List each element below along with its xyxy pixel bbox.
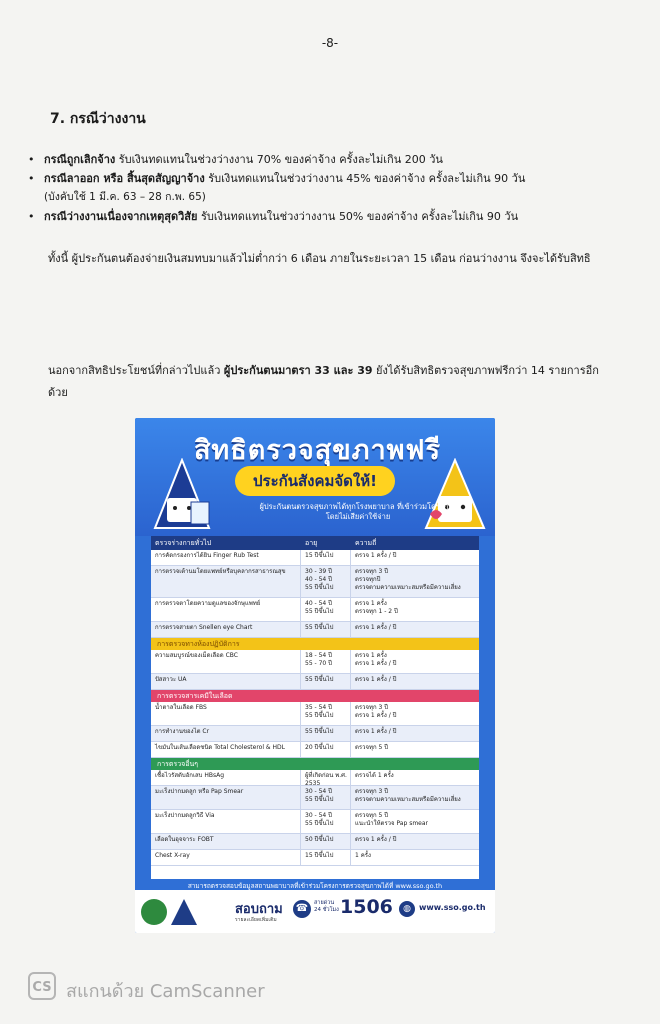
table-cell-freq: ตรวจ 1 ครั้ง / ปี — [355, 836, 397, 843]
bullet-dot-icon: • — [28, 153, 35, 166]
intro-bold: ผู้ประกันตนมาตรา 33 และ 39 — [223, 364, 373, 377]
bullet-lead: กรณีลาออก หรือ สิ้นสุดสัญญาจ้าง — [44, 172, 205, 185]
camscanner-watermark: สแกนด้วย CamScanner — [66, 981, 265, 1002]
table-cell-item: การทำงานของไต Cr — [151, 726, 301, 741]
table-cell-freq: ตรวจทุก 5 ปี — [355, 744, 389, 751]
header-age: อายุ — [305, 539, 318, 547]
table-row — [151, 550, 479, 566]
table-cell-item: น้ำตาลในเลือด FBS — [151, 702, 301, 725]
table-cell-item: การตรวจเต้านมโดยแพทย์หรือบุคลากรสาธารณสุข — [151, 566, 301, 597]
table-row — [151, 850, 479, 866]
table-cell-age: ผู้ที่เกิดก่อน พ.ศ. 2535 — [301, 770, 351, 785]
table-cell-item: Chest X-ray — [151, 850, 301, 865]
health-check-poster — [135, 418, 495, 933]
poster-title: สิทธิตรวจสุขภาพฟรี — [193, 435, 442, 466]
camscanner-logo: CS — [28, 972, 56, 1000]
table-cell-age: 15 ปีขึ้นไป — [301, 550, 351, 565]
table-cell-freq: ตรวจ 1 ครั้ง / ปี — [355, 728, 397, 735]
table-row — [151, 598, 479, 622]
bullet-text: รับเงินทดแทนในช่วงว่างงาน 50% ของค่าจ้าง ครั้งละไม่เกิน 90 วัน — [197, 210, 519, 223]
intro-pre: นอกจากสิทธิประโยชน์ที่กล่าวไปแล้ว — [48, 364, 224, 377]
table-cell-freq: ตรวจได้ 1 ครั้ง — [355, 772, 394, 779]
table-header — [151, 536, 479, 550]
eligibility-note: ทั้งนี้ ผู้ประกันตนต้องจ่ายเงินสมทบมาแล้วไม่ต่ำกว่า 6 เดือน ภายในระยะเวลา 15 เดือน ก่อนว่างงาน จึงจะได้รับสิทธิ — [48, 252, 591, 265]
hotline-number: 1506 — [340, 896, 393, 918]
table-cell-freq: ตรวจ 1 ครั้ง / ปี — [355, 676, 397, 683]
table-cell-age: 55 ปีขึ้นไป — [301, 726, 351, 741]
bullet-dot-icon: • — [28, 210, 35, 223]
table-category: การตรวจอื่นๆ — [151, 758, 479, 770]
header-item: ตรวจร่างกายทั่วไป — [155, 539, 212, 547]
sso-logo-icon — [171, 899, 197, 925]
table-cell-age: 15 ปีขึ้นไป — [301, 850, 351, 865]
table-category: การตรวจสารเคมีในเลือด — [151, 690, 479, 702]
table-row — [151, 810, 479, 834]
sso-seal-icon — [141, 899, 167, 925]
table-row — [151, 834, 479, 850]
table-cell-freq: ตรวจ 1 ครั้ง ตรวจ 1 ครั้ง / ปี — [355, 652, 397, 667]
contact-sub: รายละเอียดเพิ่มเติม — [235, 917, 277, 923]
table-cell-age: 50 ปีขึ้นไป — [301, 834, 351, 849]
table-cell-item: การคัดกรองการได้ยิน Finger Rub Test — [151, 550, 301, 565]
table-cell-item: เชื้อไวรัสตับอักเสบ HBsAg — [151, 770, 301, 785]
poster-footer — [135, 890, 495, 933]
table-cell-freq: 1 ครั้ง — [355, 852, 371, 859]
hotline-label: สายด่วน 24 ชั่วโมง — [314, 900, 339, 913]
table-cell-freq: ตรวจทุก 3 ปี ตรวจ 1 ครั้ง / ปี — [355, 704, 397, 719]
table-cell-freq: ตรวจ 1 ครั้ง / ปี — [355, 624, 397, 631]
table-body — [151, 550, 479, 866]
table-cell-item: เลือดในอุจจาระ FOBT — [151, 834, 301, 849]
table-cell-freq: ตรวจ 1 ครั้ง ตรวจทุก 1 - 2 ปี — [355, 600, 398, 615]
bullet-text: รับเงินทดแทนในช่วงว่างงาน 45% ของค่าจ้าง ครั้งละไม่เกิน 90 วัน — [204, 172, 526, 185]
table-cell-item: การตรวจสายตา Snellen eye Chart — [151, 622, 301, 637]
table-row — [151, 650, 479, 674]
table-row — [151, 770, 479, 786]
table-row — [151, 726, 479, 742]
poster-subtitle: ประกันสังคมจัดให้! — [235, 466, 395, 496]
table-cell-freq: ตรวจทุก 5 ปี แนะนำให้ตรวจ Pap smear — [355, 812, 429, 827]
contact-label: สอบถาม — [235, 902, 283, 917]
table-row — [151, 702, 479, 726]
table-row — [151, 742, 479, 758]
bullet-item — [24, 207, 634, 226]
checkup-table — [151, 536, 479, 879]
bullet-item — [24, 169, 634, 207]
bullet-lead: กรณีถูกเลิกจ้าง — [44, 153, 116, 166]
table-row — [151, 786, 479, 810]
table-cell-age: 30 - 54 ปี 55 ปีขึ้นไป — [301, 810, 351, 833]
table-cell-item: การตรวจตาโดยความดูแลของจักษุแพทย์ — [151, 598, 301, 621]
intro-post: ยังได้รับสิทธิตรวจสุขภาพฟรีกว่า 14 รายการอีกด้วย — [48, 364, 599, 399]
phone-icon: ☎ — [293, 900, 311, 918]
table-cell-item: มะเร็งปากมดลูกวิธี Via — [151, 810, 301, 833]
intro-paragraph — [48, 360, 618, 404]
table-cell-age: 30 - 54 ปี 55 ปีขึ้นไป — [301, 786, 351, 809]
table-row — [151, 674, 479, 690]
table-row — [151, 566, 479, 598]
table-row — [151, 622, 479, 638]
bullet-item — [24, 150, 634, 169]
bullet-text: รับเงินทดแทนในช่วงว่างงาน 70% ของค่าจ้าง ครั้งละไม่เกิน 200 วัน — [115, 153, 443, 166]
table-cell-freq: ตรวจทุก 3 ปี ตรวจตามความเหมาะสมหรือมีความเสี่ยง — [355, 788, 461, 803]
section-title: 7. กรณีว่างงาน — [50, 111, 146, 127]
table-cell-age: 35 - 54 ปี 55 ปีขึ้นไป — [301, 702, 351, 725]
bullet-subnote: (บังคับใช้ 1 มี.ค. 63 – 28 ก.พ. 65) — [44, 191, 206, 203]
table-cell-item: มะเร็งปากมดลูก หรือ Pap Smear — [151, 786, 301, 809]
header-frequency: ความถี่ — [355, 539, 377, 547]
table-cell-age: 55 ปีขึ้นไป — [301, 622, 351, 637]
table-cell-age: 40 - 54 ปี 55 ปีขึ้นไป — [301, 598, 351, 621]
table-cell-age: 18 - 54 ปี 55 - 70 ปี — [301, 650, 351, 673]
website-link[interactable]: www.sso.go.th — [419, 903, 486, 912]
page-number: -8- — [321, 36, 339, 50]
table-cell-item: ความสมบูรณ์ของเม็ดเลือด CBC — [151, 650, 301, 673]
bullet-lead: กรณีว่างงานเนื่องจากเหตุสุดวิสัย — [44, 210, 198, 223]
table-cell-freq: ตรวจทุก 3 ปี ตรวจทุกปี ตรวจตามความเหมาะสมหรือมีความเสี่ยง — [355, 568, 461, 591]
table-cell-age: 20 ปีขึ้นไป — [301, 742, 351, 757]
bullet-dot-icon: • — [28, 172, 35, 185]
poster-note: ผู้ประกันตนตรวจสุขภาพได้ทุกโรงพยาบาล ที่เข้าร่วมโครงการ โดยไม่เสียค่าใช้จ่าย — [259, 502, 457, 521]
table-cell-age: 30 - 39 ปี 40 - 54 ปี 55 ปีขึ้นไป — [301, 566, 351, 597]
table-cell-age: 55 ปีขึ้นไป — [301, 674, 351, 689]
table-cell-item: ปัสสาวะ UA — [151, 674, 301, 689]
bullet-list — [24, 150, 634, 226]
table-category: การตรวจทางห้องปฏิบัติการ — [151, 638, 479, 650]
globe-icon: ◍ — [399, 901, 415, 917]
table-cell-freq: ตรวจ 1 ครั้ง / ปี — [355, 552, 397, 559]
table-cell-item: ไขมันในเส้นเลือดชนิด Total Cholesterol & HDL — [151, 742, 301, 757]
poster-footer-note: สามารถตรวจสอบข้อมูลสถานพยาบาลที่เข้าร่วมโครงการตรวจสุขภาพได้ที่ www.sso.go.th — [187, 882, 443, 890]
